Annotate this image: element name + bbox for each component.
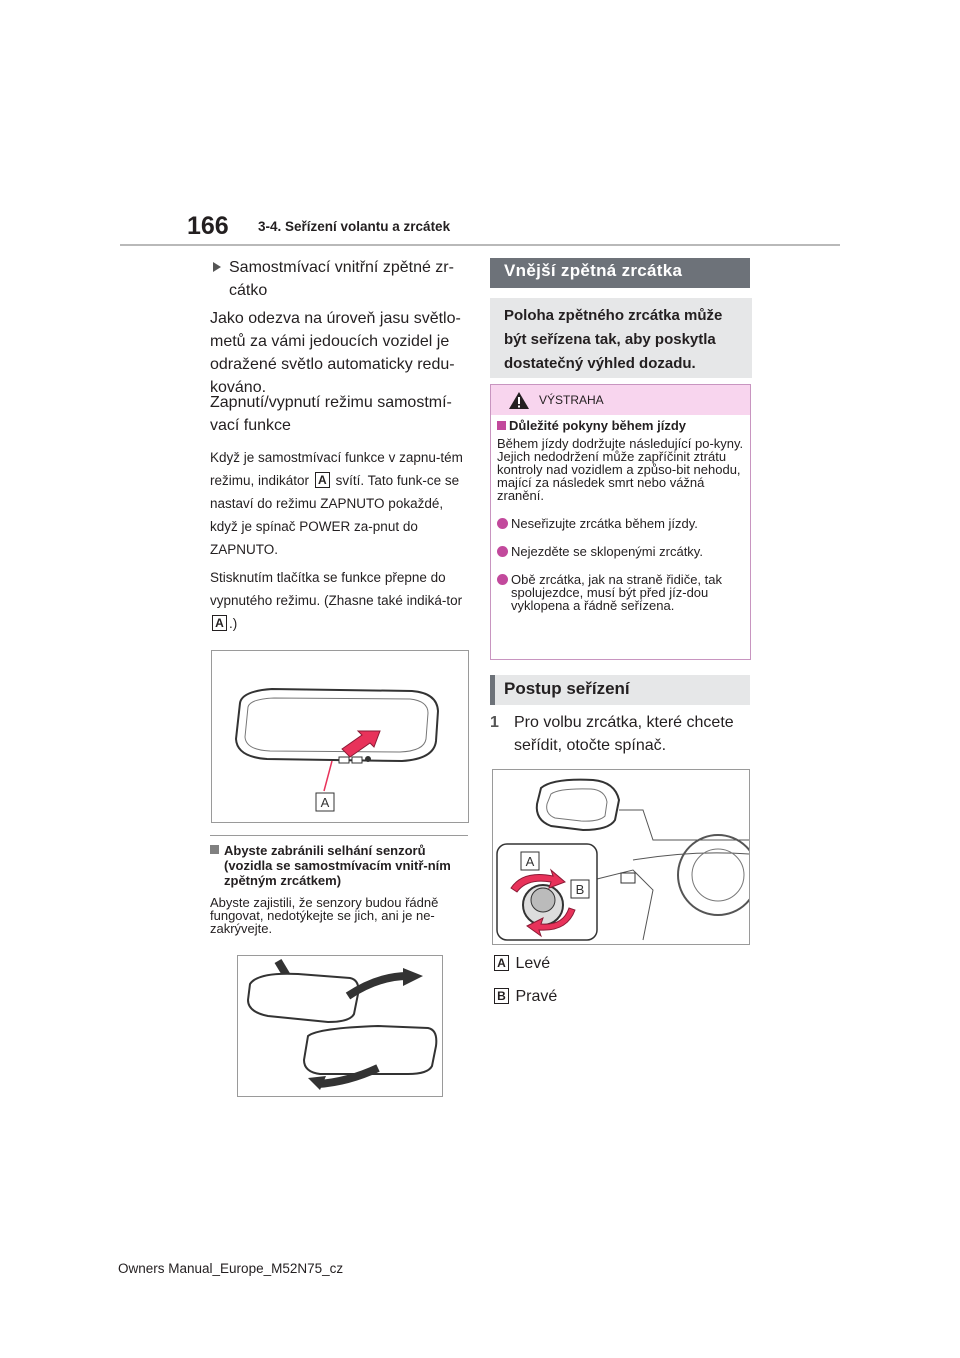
step-number: 1 xyxy=(490,714,499,731)
inside-mirror-figure xyxy=(211,650,469,823)
indicator-label-a-2: A xyxy=(212,615,227,631)
warning-item: Obě zrcátka, jak na straně řidiče, tak spolujezdce, musí být před jíz-dou vyklopena a řádně seřízena. xyxy=(497,573,747,612)
section-title: 3-4. Seřízení volantu a zrcátek xyxy=(258,219,451,234)
fig1-label-a: A xyxy=(320,795,330,810)
footer-text: Owners Manual_Europe_M52N75_cz xyxy=(118,1261,344,1276)
page-number: 166 xyxy=(187,212,229,240)
outside-mirrors-heading: Vnější zpětná zrcátka xyxy=(490,258,750,288)
fig2-label-a: A xyxy=(525,854,535,869)
warning-subheading: Důležité pokyny během jízdy xyxy=(497,419,747,432)
legend-left: A Levé xyxy=(492,953,550,975)
header-rule xyxy=(120,244,840,246)
mode-description: Když je samostmívací funkce v zapnu-tém režimu, indikátor A svítí. Tato funk-ce se nastaví do režimu ZAPNUTO pokaždé, když je spínač POWER za-pnut do ZAPNUTO. xyxy=(210,450,463,557)
square-bullet-icon xyxy=(210,845,219,854)
mode-paragraph: Zapnutí/vypnutí režimu samostmí-vací funkce xyxy=(210,394,452,434)
dot-bullet-icon xyxy=(497,518,508,529)
warning-icon xyxy=(508,391,530,410)
sensor-mirror-figure xyxy=(237,955,443,1097)
legend-key-b: B xyxy=(494,988,509,1004)
bullet-title: Samostmívací vnitřní zpětné zr-cátko xyxy=(210,256,489,302)
outside-mirror-illustration xyxy=(493,770,749,944)
indicator-label-a: A xyxy=(315,472,330,488)
button-description: Stisknutím tlačítka se funkce přepne do vypnutého režimu. (Zhasne také indiká-tor A .) xyxy=(210,570,463,631)
warning-item: Nejezděte se sklopenými zrcátky. xyxy=(497,545,747,558)
inside-mirror-illustration xyxy=(212,651,468,822)
legend-right: B Pravé xyxy=(492,986,557,1008)
square-bullet-icon xyxy=(497,421,506,430)
triangle-bullet-icon xyxy=(213,262,221,272)
fig2-label-b: B xyxy=(575,882,585,897)
note-body: Abyste zajistili, že senzory budou řádně fungovat, nedotýkejte se jich, ani je ne-zakrývejte. xyxy=(210,895,439,936)
intro-box: Poloha zpětného zrcátka může být seřízena tak, aby poskytla dostatečný výhled dozadu. xyxy=(490,298,752,378)
outside-mirror-figure xyxy=(492,769,750,945)
adjustment-heading: Postup seřízení xyxy=(490,675,750,705)
note-heading: Abyste zabránili selhání senzorů (vozidla se samostmívacím vnitř-ním zpětným zrcátkem) xyxy=(210,843,470,891)
sensor-mirror-illustration xyxy=(238,956,442,1096)
warning-item: Neseřizujte zrcátka během jízdy. xyxy=(497,517,747,530)
warning-text: Během jízdy dodržujte následující po-kyny. Jejich nedodržení může zapříčinit ztrátu kontroly nad vozidlem a způso-bit nehodu, mající za následek smrt nebo vážná zranění. xyxy=(497,436,744,503)
legend-key-a: A xyxy=(494,955,509,971)
warning-box xyxy=(490,384,751,660)
step-1: 1 Pro volbu zrcátka, které chcete seřídit, otočte spínač. xyxy=(490,711,750,757)
dot-bullet-icon xyxy=(497,574,508,585)
note-divider xyxy=(210,835,468,836)
warning-header: VÝSTRAHA xyxy=(491,385,750,415)
dot-bullet-icon xyxy=(497,546,508,557)
intro-paragraph: Jako odezva na úroveň jasu světlo-metů za vámi jedoucích vozidel je odražené světlo automaticky redu-kováno. xyxy=(210,310,461,396)
